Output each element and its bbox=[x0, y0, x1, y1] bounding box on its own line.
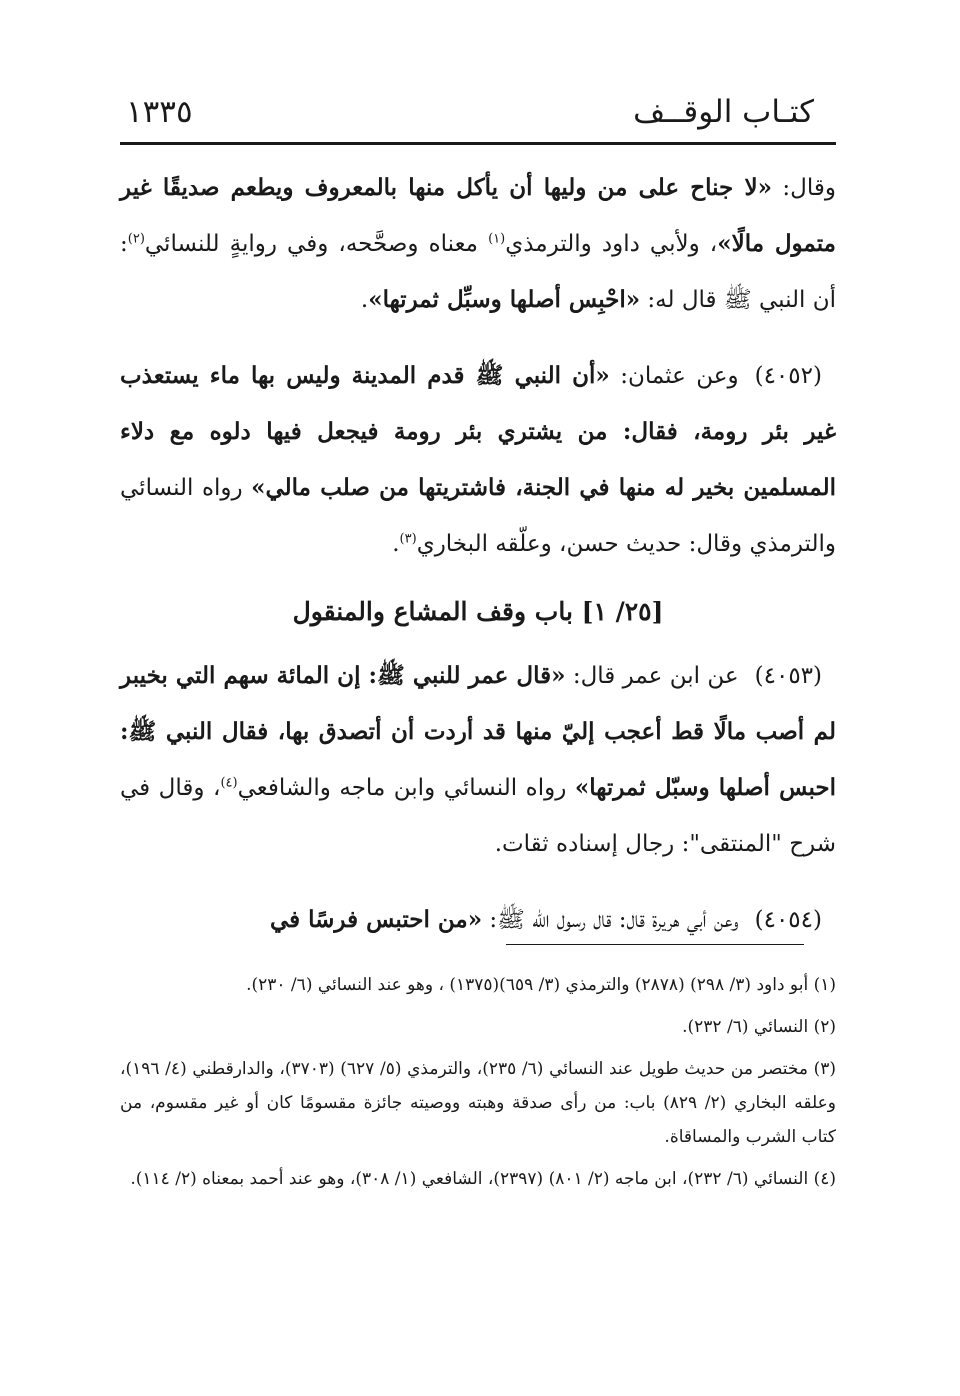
footnote-1: (١) أبو داود (٣/ ٢٩٨) (٢٨٧٨) والترمذي (٣/ ٦٥٩)(١٣٧٥) ، وهو عند النسائي (٦/ ٢٣٠). bbox=[246, 975, 836, 995]
page-number: ١٣٣٥ bbox=[126, 94, 193, 130]
text-span: رواه النسائي وابن ماجه والشافعي bbox=[237, 775, 575, 801]
text-span: . bbox=[392, 531, 400, 557]
text-span: : أن النبي ﷺ قال له: bbox=[120, 231, 836, 313]
text-span: ، ولأبي داود والترمذي bbox=[505, 231, 718, 257]
hadith-number: (٤٠٥٣) bbox=[754, 663, 823, 689]
footnote-ref: (٢) bbox=[127, 231, 145, 247]
hadith-quote: «قال عمر للنبي ﷺ: إن المائة سهم التي بخيبر لم أصب مالًا قط أعجب إليّ منها قد أردت أن أتصدق بها، فقال النبي ﷺ: احبس أصلها وسبّل ثمرتها» bbox=[120, 662, 836, 801]
hadith-quote: «أن النبي ﷺ قدم المدينة وليس بها ماء يستعذب غير بئر رومة، فقال: من يشتري بئر رومة فيجعل فيها دلوه مع دلاء المسلمين بخير له منها في الجنة، فاشتريتها من صلب مالي» bbox=[120, 362, 836, 501]
footnote-4: (٤) النسائي (٦/ ٢٣٢)، ابن ماجه (٢/ ٨٠١) (٢٣٩٧)، الشافعي (١/ ٣٠٨)، وهو عند أحمد بمعناه (٢/ ١١٤). bbox=[130, 1169, 836, 1189]
text-span: معناه وصحَّحه، وفي روايةٍ للنسائي bbox=[144, 231, 489, 257]
paragraph-hadith-4053 bbox=[120, 648, 836, 872]
footnote-2: (٢) النسائي (٦/ ٢٣٢). bbox=[682, 1017, 836, 1037]
main-text bbox=[120, 160, 836, 948]
page-header bbox=[120, 92, 836, 136]
footnote-ref: (٣) bbox=[399, 531, 417, 547]
footnote-3: (٣) مختصر من حديث طويل عند النسائي (٦/ ٢٣٥)، والترمذي (٥/ ٦٢٧) (٣٧٠٣)، والدارقطني (٤/ ١٩٦)، وعلقه البخاري (٢/ ٨٢٩) باب: من رأى صدقة وهبته ووصيته جائزة مقسومًا كان أو غير مقسوم، من كتاب الشرب والمساقاة. bbox=[120, 1059, 837, 1147]
text-span: وعن عثمان: bbox=[609, 363, 739, 389]
paragraph-hadith-4052 bbox=[120, 348, 836, 572]
hadith-quote: «احْبِس أصلها وسبِّل ثمرتها» bbox=[368, 286, 641, 313]
text-span: عن ابن عمر قال: bbox=[565, 663, 739, 689]
hadith-number: (٤٠٥٤) bbox=[754, 907, 822, 933]
section-title: [٢٥/ ١] باب وقف المشاع والمنقول bbox=[292, 597, 664, 626]
paragraph-1 bbox=[120, 160, 836, 328]
footnote-ref: (٤) bbox=[220, 775, 238, 791]
footnote-ref: (١) bbox=[488, 231, 506, 247]
book-title: كتـاب الوقــف bbox=[633, 94, 814, 130]
hadith-quote: «لا جناح على من وليها أن يأكل منها بالمعروف ويطعم صديقًا غير متمول مالًا» bbox=[120, 174, 836, 257]
hadith-number: (٤٠٥٢) bbox=[754, 363, 822, 389]
text-span: . bbox=[360, 287, 369, 313]
paragraph-hadith-4054 bbox=[120, 892, 836, 948]
header-rule bbox=[120, 142, 836, 145]
footnote-rule bbox=[506, 944, 804, 945]
text-span: رواه النسائي والترمذي وقال: حديث حسن، وعلّقه البخاري bbox=[120, 475, 836, 557]
text-span: ، وقال في شرح "المنتقى": رجال إسناده ثقات. bbox=[120, 775, 836, 857]
text-span: وعن أبي هريرة قال: قال رسول الله ﷺ: bbox=[482, 907, 739, 933]
footnotes bbox=[120, 968, 836, 1204]
text-span: وقال: bbox=[771, 175, 836, 201]
hadith-quote: «من احتبس فرسًا في bbox=[269, 906, 483, 933]
